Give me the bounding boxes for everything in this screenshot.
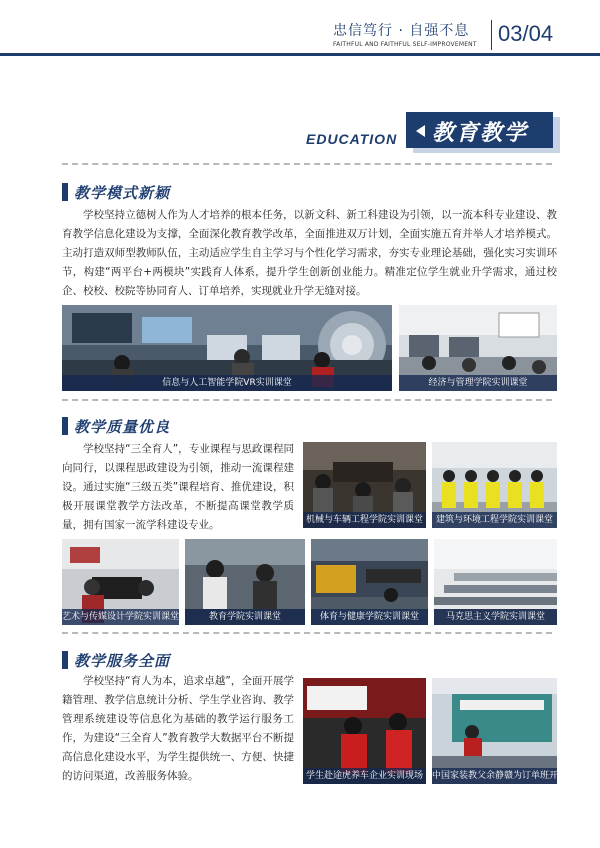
section-marker (62, 417, 68, 435)
banner-english: EDUCATION (306, 131, 398, 147)
photo-caption: 机械与车辆工程学院实训课堂 (303, 512, 426, 528)
photo-marxism-lecture (434, 539, 557, 625)
banner-title-box (406, 112, 553, 148)
section-text-service (62, 672, 294, 786)
divider-dashed (62, 399, 552, 401)
paragraph: 学校坚持“三全育人”，专业课程与思政课程同向同行，以课程思政建设为引领，推动一流课程建设。通过实施“三级五类”课程培育、推优建设，积极开展课堂教学方法改革，不断提高课堂教学质量，拥有国家一流学科建设专业。 (62, 443, 294, 531)
arrow-left-icon (416, 125, 425, 137)
header-rule (0, 53, 600, 56)
header-divider (491, 20, 492, 50)
paragraph: 学校坚持立德树人作为人才培养的根本任务，以新文科、新工科建设为引领，以一流本科专业建设、教育教学信息化建设为支撑，全面深化教育教学改革，全面推进双万计划，全面实施五育并举人才培养模式。主动打造双师型教师队伍，主动适应学生自主学习与个性化学习需求，夯实专业理论基础，强化实习实训环节，构建“两平台+两模块”实践育人体系，提升学生创新创业能力。精准定位学生就业升学需求，通过校企、校校、校院等协同育人、订单培养，实现就业升学无缝对接。 (62, 209, 557, 297)
section-text-mode (62, 206, 557, 301)
photo-vr-classroom (62, 305, 392, 391)
photo-art-media (62, 539, 179, 625)
photo-caption: 学生赴途虎养车企业实训现场 (303, 768, 426, 784)
section-marker (62, 183, 68, 201)
section-title-mode: 教学模式新颖 (74, 184, 171, 202)
section-title-quality: 教学质量优良 (74, 418, 171, 436)
section-marker (62, 651, 68, 669)
photo-caption: 经济与管理学院实训课堂 (399, 375, 557, 391)
header-motto: 忠信笃行 · 自强不息 (333, 23, 470, 39)
photo-caption: 艺术与传媒设计学院实训课堂 (62, 609, 179, 625)
divider-dashed (62, 632, 552, 634)
photo-mechanical-workshop (303, 442, 426, 528)
photo-construction-worksite (432, 442, 557, 528)
photo-caption: 体育与健康学院实训课堂 (311, 609, 428, 625)
photo-caption: 中国家装教父余静赣为订单班开班授课 (432, 768, 557, 784)
section-text-quality (62, 440, 294, 535)
photo-education-classroom (185, 539, 305, 625)
divider-dashed (62, 163, 552, 165)
banner-title: 教育教学 (432, 121, 529, 146)
photo-caption: 马克思主义学院实训课堂 (434, 609, 557, 625)
header-motto-en: FAITHFUL AND FAITHFUL SELF-IMPROVEMENT (333, 41, 477, 48)
photo-caption: 教育学院实训课堂 (185, 609, 305, 625)
photo-caption: 建筑与环境工程学院实训课堂 (432, 512, 557, 528)
photo-order-class-lecture (432, 678, 586, 784)
page-number: 03/04 (498, 21, 554, 46)
photo-caption: 信息与人工智能学院VR实训课堂 (62, 375, 392, 391)
photo-company-training (303, 678, 426, 784)
paragraph: 学校坚持“育人为本，追求卓越”，全面开展学籍管理、教学信息统计分析、学生学业咨询、教学管理系统建设等信息化为基础的教学运行服务工作，为建设“三全育人”教育教学大数据平台不断提高信息化建设水平，为学生提供统一、方便、快捷的访问渠道，改善服务体验。 (62, 675, 294, 782)
section-title-service: 教学服务全面 (74, 652, 171, 670)
photo-economics-classroom (399, 305, 557, 391)
photo-sports-health (311, 539, 428, 625)
